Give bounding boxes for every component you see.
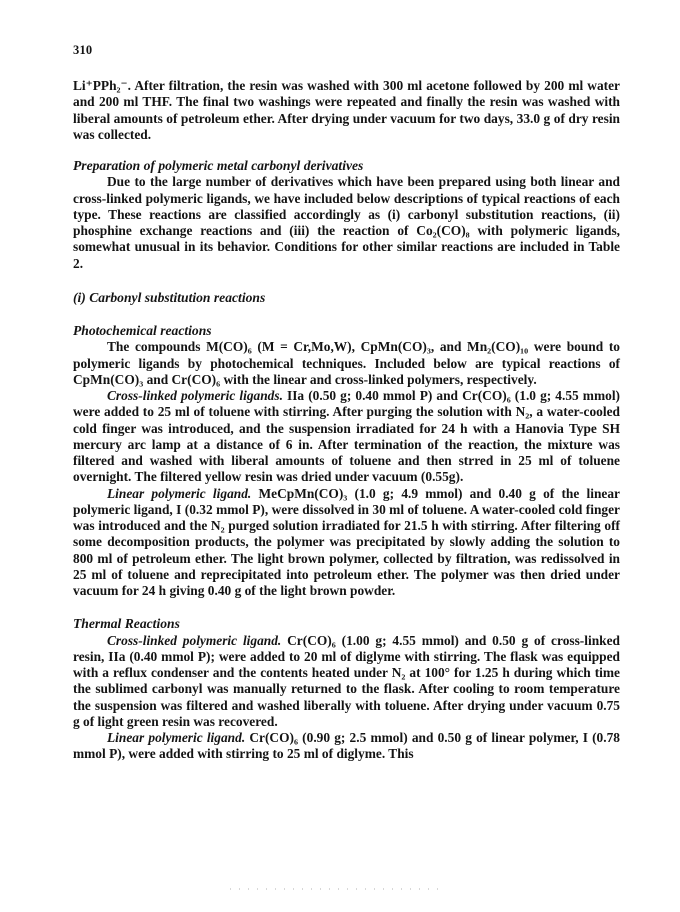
photochemical-heading: Photochemical reactions <box>73 323 212 338</box>
paragraph-text: Cr(CO)₆ (0.90 g; 2.5 mmol) and 0.50 g of linear polymer, I (0.78 mmol P), were added with stirring to 25 ml of diglyme. This <box>73 730 620 762</box>
subsection-heading: (i) Carbonyl substitution reactions <box>73 289 266 305</box>
section-heading: Preparation of polymeric metal carbonyl derivatives <box>73 158 364 173</box>
paragraph-text: MeCpMn(CO)₃ (1.0 g; 4.9 mmol) and 0.40 g of the linear polymeric ligand, I (0.32 mmol P), were dissolved in 30 ml of toluene. A water-cooled cold finger was introduced and the N₂ purged solution irradiated for 21.5 h with stirring. After filtering off some decomposition products, the polymer was precipitated by slowly adding the solution to 800 ml of petroleum ether. The light brown polymer, collected by filtration, was redissolved in 25 ml of toluene and reprecipitated into petroleum ether. The polymer was then dried under vacuum for 24 h giving 0.40 g of the light brown powder. <box>73 485 620 598</box>
photochemical-paragraph: The compounds M(CO)₆ (M = Cr,Mo,W), CpMn(CO)₃, and Mn₂(CO)₁₀ were bound to polymeric ligands by photochemical techniques. Included below are typical reactions of CpMn(CO)₃ and Cr(CO)₆ with the linear and cross-linked polymers, respectively. <box>73 339 620 387</box>
photochemical-crosslinked-paragraph <box>73 388 620 486</box>
section-paragraph: Due to the large number of derivatives which have been prepared using both linear and cross-linked polymeric ligands, we have included below descriptions of typical reactions of each type. These reactions are classified accordingly as (i) carbonyl substitution reactions, (ii) phosphine exchange reactions and (iii) the reaction of Co₂(CO)₈ with polymeric ligands, somewhat unusual in its behavior. Conditions for other similar reactions are included in Table 2. <box>73 174 620 271</box>
paragraph-lead: Linear polymeric ligand. <box>107 730 246 745</box>
thermal-heading: Thermal Reactions <box>73 616 180 632</box>
thermal-crosslinked-paragraph <box>73 633 620 731</box>
paragraph-text: IIa (0.50 g; 0.40 mmol P) and Cr(CO)₆ (1.0 g; 4.55 mmol) were added to 25 ml of toluene with stirring. After purging the solution with N₂, a water-cooled cold finger was introduced, and the suspension irradiated for 24 h with a Hanovia Type SH mercury arc lamp at a distance of 6 in. After termination of the reaction, the mixture was filtered and washed with liberal amounts of toluene and then strred in 25 ml of toluene overnight. The filtered yellow resin was dried under vacuum (0.55g). <box>73 388 620 485</box>
page-number: 310 <box>73 43 93 57</box>
thermal-linear-paragraph <box>73 730 620 763</box>
paragraph-text: Cr(CO)₆ (1.00 g; 4.55 mmol) and 0.50 g of cross-linked resin, IIa (0.40 mmol P); were added to 20 ml of diglyme with stirring. The flask was equipped with a reflux condenser and the contents heated under N₂ at 100° for 1.25 h during which time the sublimed carbonyl was manually returned to the flask. After cooling to room temperature the suspension was filtered and washed liberally with toluene. After drying under vacuum 0.75 g of light green resin was recovered. <box>73 632 620 729</box>
paragraph-lead: Cross-linked polymeric ligand. <box>107 632 282 648</box>
paragraph-lead: Linear polymeric ligand. <box>107 485 252 501</box>
photochemical-linear-paragraph <box>73 486 620 600</box>
scan-artifact <box>230 888 440 890</box>
paragraph-lead: Cross-linked polymeric ligands. <box>107 388 283 403</box>
intro-paragraph: Li⁺PPh₂⁻. After filtration, the resin was washed with 300 ml acetone followed by 200 ml water and 200 ml THF. The final two washings were repeated and finally the resin was washed with liberal amounts of petroleum ether. After drying under vacuum for two days, 33.0 g of dry resin was collected. <box>73 78 620 142</box>
